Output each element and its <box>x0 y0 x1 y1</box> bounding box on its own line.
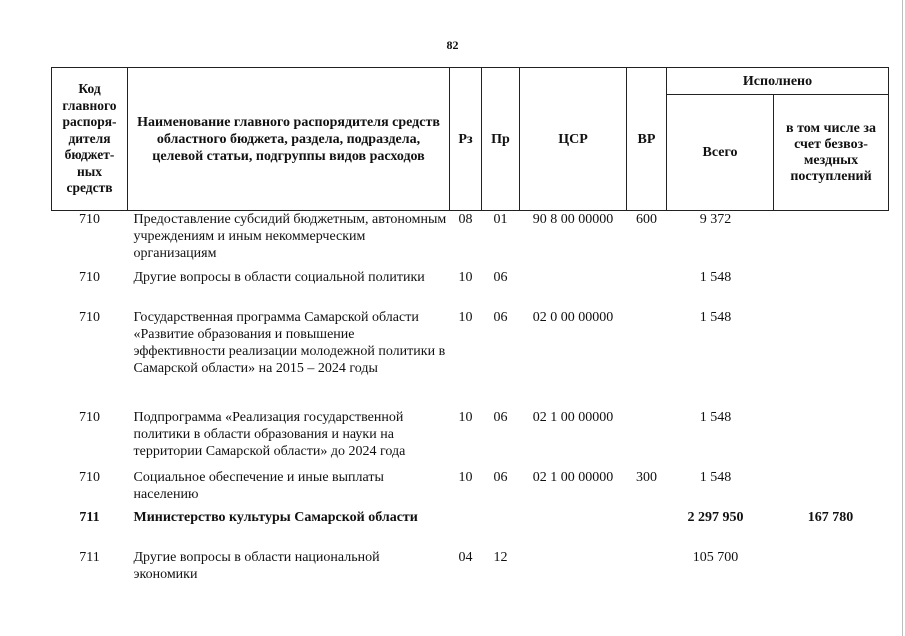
cell-csr: 90 8 00 00000 <box>532 212 614 227</box>
cell-vr <box>627 309 667 409</box>
cell-kod: 710 <box>79 469 100 485</box>
cell-total: 105 700 <box>692 549 739 565</box>
cell-total: 1 548 <box>699 309 732 325</box>
cell-name: Другие вопросы в области национальной экономики <box>133 549 380 582</box>
cell-name: Подпрограмма «Реализация государственной политики в области образования и науки на территории Самарской области» до 2024 года <box>133 409 406 459</box>
cell-rz: 04 <box>458 549 473 565</box>
cell-csr <box>520 269 627 309</box>
header-kod <box>52 68 128 211</box>
cell-csr <box>520 549 627 589</box>
cell-vr: 600 <box>636 212 657 227</box>
cell-total: 1 548 <box>699 269 732 285</box>
header-kod-line: Код <box>78 81 101 97</box>
cell-name: Министерство культуры Самарской области <box>133 509 418 525</box>
cell-vr <box>627 409 667 469</box>
cell-rz: 10 <box>458 309 473 325</box>
header-csr: ЦСР <box>520 68 627 211</box>
cell-rz <box>450 509 482 549</box>
header-kod-line: главного <box>62 97 117 113</box>
budget-table <box>51 67 889 589</box>
cell-csr <box>520 509 627 549</box>
table-row <box>52 211 889 269</box>
header-kod-line: средств <box>66 180 113 196</box>
page-number: 82 <box>446 38 459 52</box>
header-total: Всего <box>667 95 774 211</box>
cell-free <box>774 469 889 509</box>
header-pr: Пр <box>482 68 520 211</box>
cell-pr: 06 <box>493 309 508 325</box>
header-kod-line: ных <box>76 163 103 179</box>
header-rz: Рз <box>450 68 482 211</box>
table-row <box>52 409 889 469</box>
cell-name: Государственная программа Самарской области «Развитие образования и повышение эффективности реализации молодежной политики в Самарской области» на 2015 – 2024 годы <box>133 309 446 376</box>
cell-name: Социальное обеспечение и иные выплаты населению <box>133 469 384 502</box>
cell-pr <box>482 509 520 549</box>
header-executed: Исполнено <box>667 68 889 95</box>
cell-kod: 710 <box>79 212 100 227</box>
cell-name: Другие вопросы в области социальной политики <box>133 269 425 285</box>
cell-free <box>774 309 889 409</box>
cell-total: 9 372 <box>699 212 732 227</box>
cell-vr <box>627 509 667 549</box>
table-header <box>52 68 889 211</box>
cell-total: 1 548 <box>699 469 732 485</box>
cell-pr: 12 <box>493 549 508 565</box>
cell-pr: 01 <box>493 212 508 227</box>
cell-rz: 10 <box>458 469 473 485</box>
cell-pr: 06 <box>493 269 508 285</box>
cell-vr <box>627 269 667 309</box>
cell-name: Предоставление субсидий бюджетным, автономным учреждениям и иным некоммерческим организациям <box>133 212 447 261</box>
table-row <box>52 309 889 409</box>
scan-edge <box>902 0 903 636</box>
cell-free: 167 780 <box>807 509 854 525</box>
header-kod-line: дителя <box>68 130 111 146</box>
cell-vr: 300 <box>636 469 657 485</box>
cell-free <box>774 269 889 309</box>
header-kod-line: бюджет- <box>64 147 115 163</box>
table-body <box>52 211 889 589</box>
header-name: Наименование главного распорядителя средств областного бюджета, раздела, подраздела, целевой статьи, подгруппы видов расходов <box>128 68 450 211</box>
cell-csr: 02 1 00 00000 <box>532 469 614 485</box>
cell-free <box>774 211 889 269</box>
cell-kod: 711 <box>79 549 100 565</box>
header-vr: ВР <box>627 68 667 211</box>
table-row <box>52 509 889 549</box>
cell-csr: 02 0 00 00000 <box>532 309 614 325</box>
table-row <box>52 469 889 509</box>
cell-pr: 06 <box>493 469 508 485</box>
cell-csr: 02 1 00 00000 <box>532 409 614 425</box>
header-free: в том числе за счет безвоз-мездных поступлений <box>774 95 889 211</box>
cell-free <box>774 549 889 589</box>
cell-kod: 710 <box>79 269 100 285</box>
cell-kod: 711 <box>79 509 100 525</box>
cell-vr <box>627 549 667 589</box>
cell-total: 1 548 <box>699 409 732 425</box>
header-kod-line: распоря- <box>62 114 117 130</box>
table-row <box>52 269 889 309</box>
cell-free <box>774 409 889 469</box>
cell-rz: 10 <box>458 409 473 425</box>
cell-total: 2 297 950 <box>687 509 744 525</box>
cell-rz: 08 <box>458 212 473 227</box>
table-row <box>52 549 889 589</box>
cell-rz: 10 <box>458 269 473 285</box>
cell-kod: 710 <box>79 409 100 425</box>
cell-kod: 710 <box>79 309 100 325</box>
cell-pr: 06 <box>493 409 508 425</box>
